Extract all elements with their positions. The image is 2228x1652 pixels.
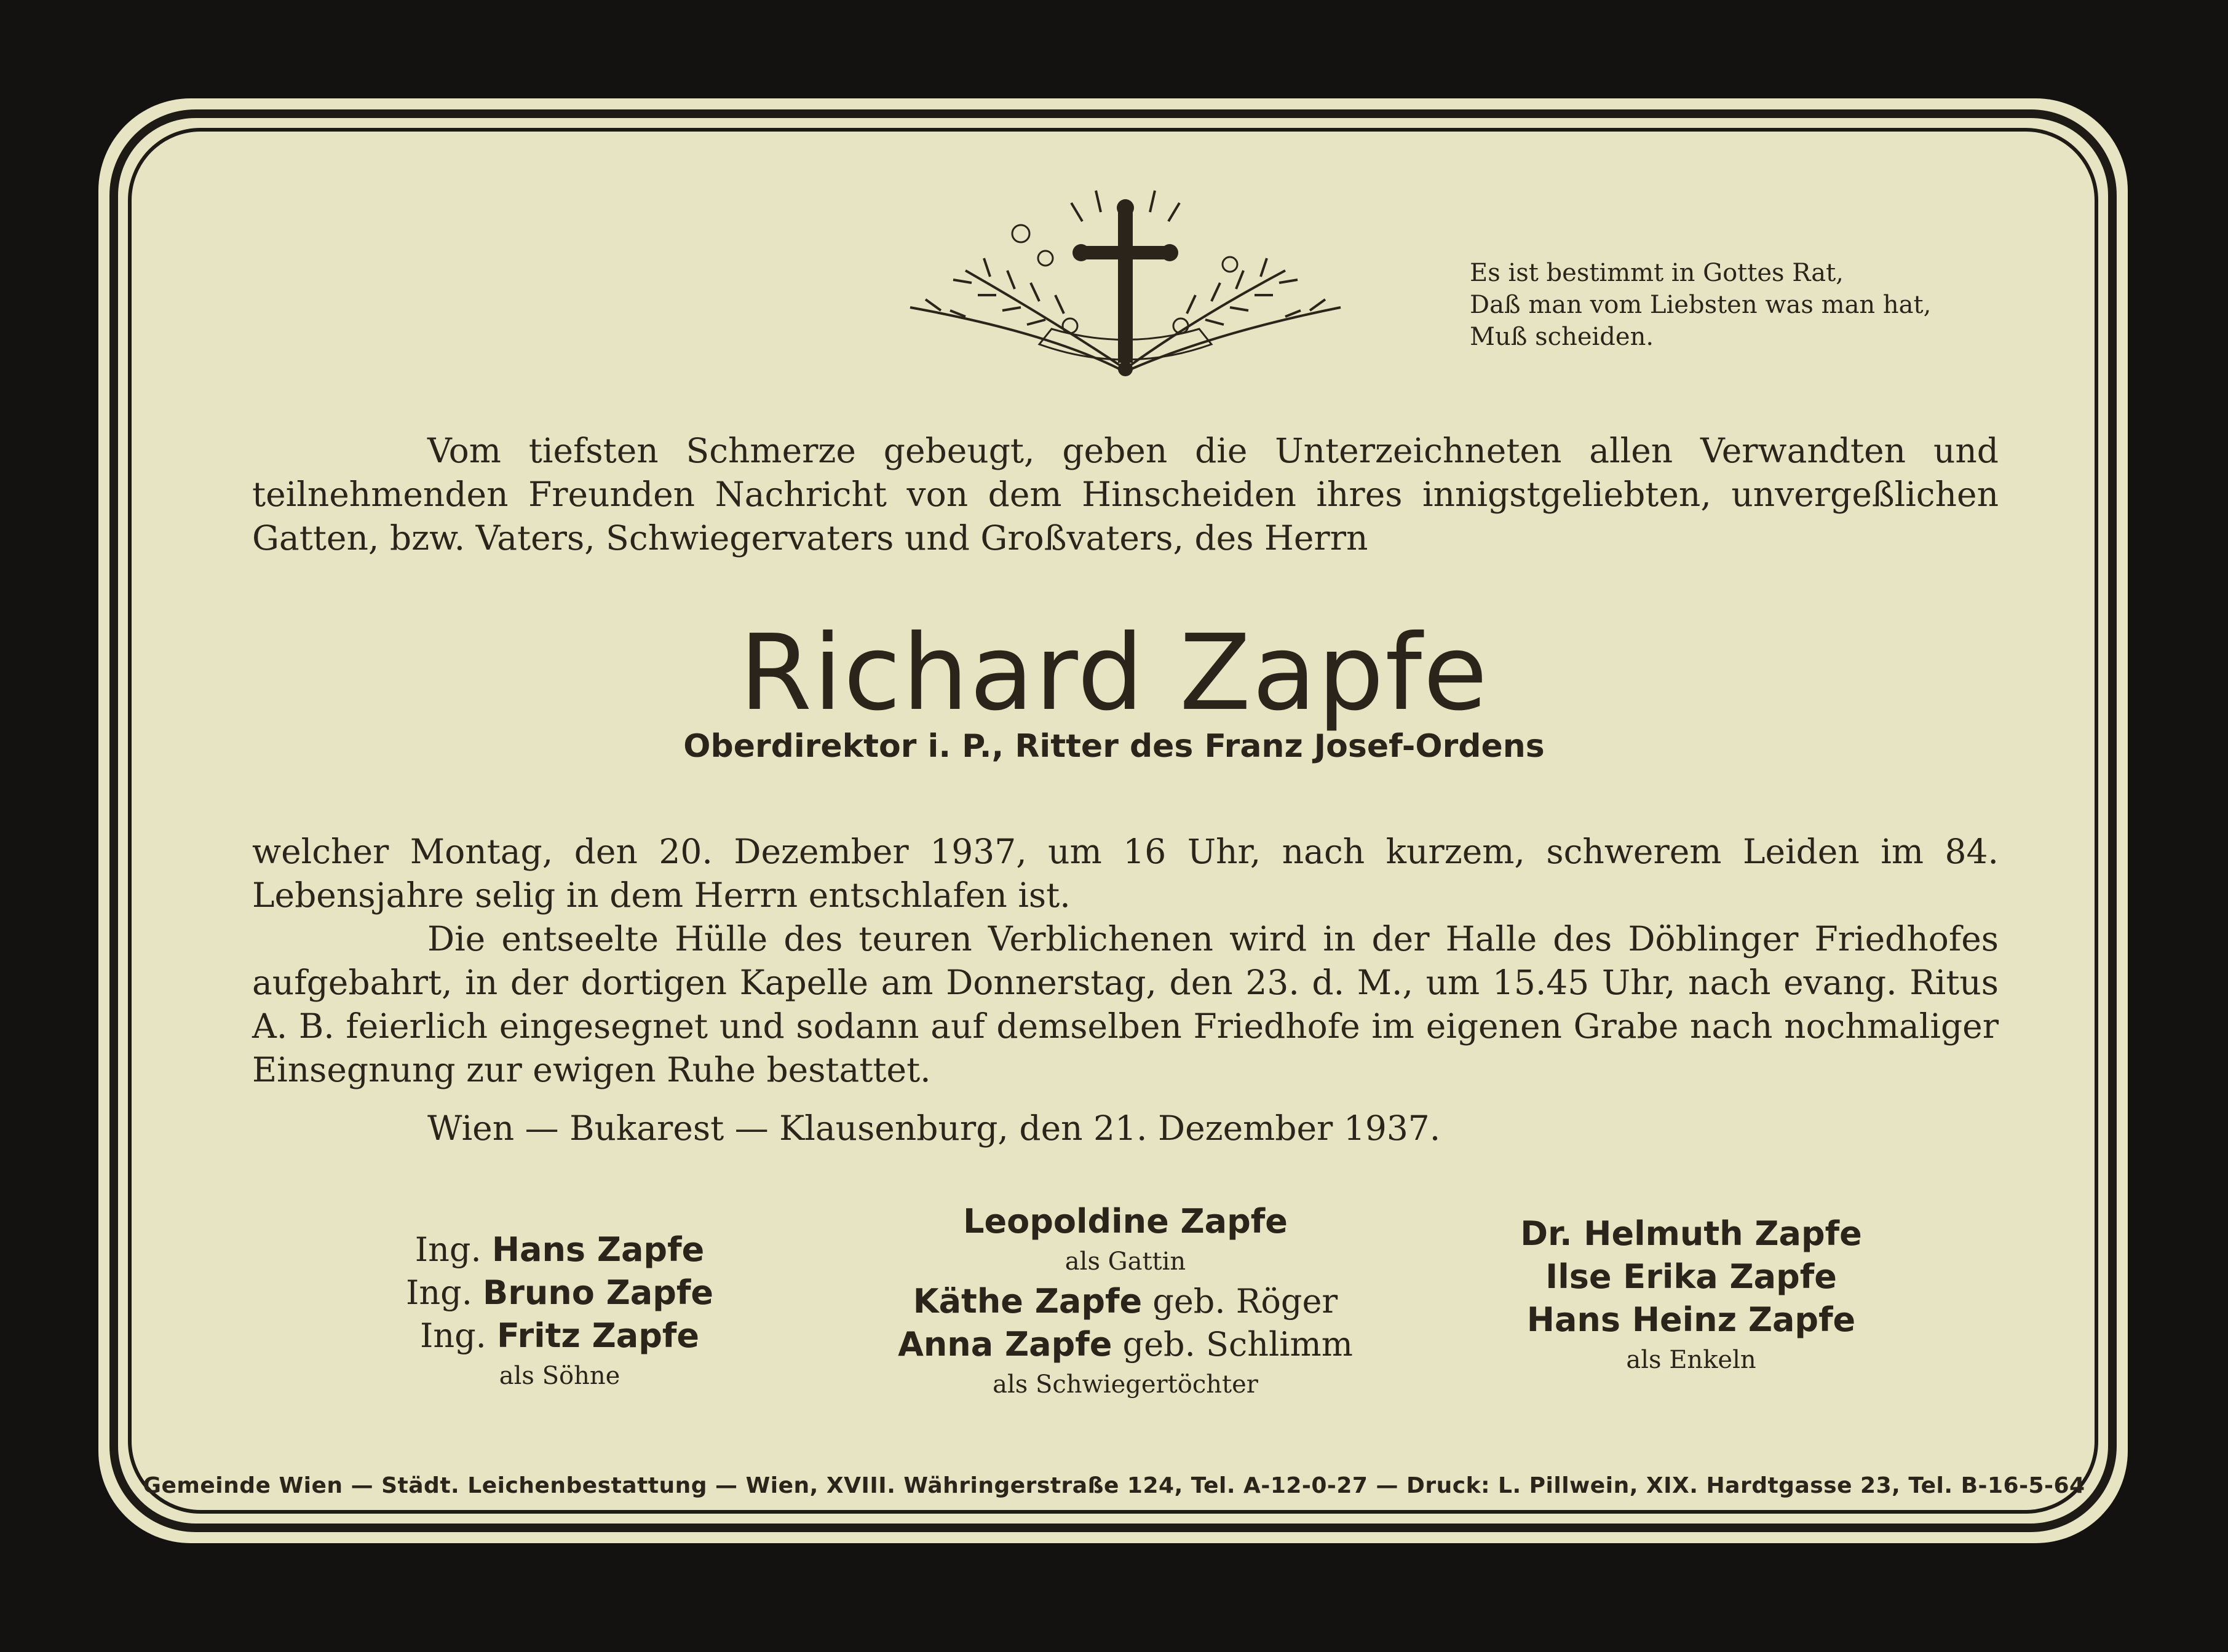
death-notice-text: welcher Montag, den 20. Dezember 1937, um 16 Uhr, nach kurzem, schwerem Leiden im 84. Lebensjahre selig in dem Herrn entschlafen ist. <box>252 832 1999 915</box>
intro-text: Vom tiefsten Schmerze gebeugt, geben die Unterzeichneten allen Verwandten und teilnehmenden Freunden Nachricht von dem Hinscheiden ihres innigstgeliebten, unvergeßlichen Gatten, bzw. Vaters, Schwiegervaters und Großvaters, des Herrn <box>252 431 1999 558</box>
signatories-grandchildren <box>1476 1212 1906 1378</box>
printer-footer: Gemeinde Wien — Städt. Leichenbestattung — Wien, XVIII. Währingerstraße 124, Tel. A-12-0-27 — Druck: L. Pillwein, XIX. Hardtgasse 23, Tel. B-16-5-64 <box>143 1473 2085 1498</box>
signatory-name: Käthe Zapfe geb. Röger <box>913 1282 1338 1321</box>
signatory-name: Ilse Erika Zapfe <box>1545 1257 1837 1296</box>
signatory-name: Anna Zapfe geb. Schlimm <box>898 1325 1353 1364</box>
signatory-name: Hans Heinz Zapfe <box>1526 1300 1856 1339</box>
notice-body <box>252 830 1999 1092</box>
intro-paragraph <box>252 429 1999 560</box>
signatories-sons <box>369 1228 750 1394</box>
deceased-name: Richard Zapfe <box>739 612 1489 734</box>
signatory-name: Ing. Hans Zapfe <box>414 1230 705 1269</box>
relation-label: als Schwiegertöchter <box>993 1370 1258 1399</box>
verse-line: Daß man vom Liebsten was man hat, <box>1470 291 1932 319</box>
relation-label: als Gattin <box>1064 1247 1186 1276</box>
relation-label: als Söhne <box>499 1362 620 1390</box>
relation-label: als Enkeln <box>1626 1346 1756 1374</box>
signatories-wife-daughters-in-law <box>849 1200 1402 1403</box>
signatory-name: Ing. Fritz Zapfe <box>420 1316 699 1355</box>
deceased-title: Oberdirektor i. P., Ritter des Franz Josef-Ordens <box>683 728 1545 765</box>
signatory-name: Dr. Helmuth Zapfe <box>1520 1214 1862 1253</box>
signatory-name: Ing. Bruno Zapfe <box>406 1273 713 1312</box>
funeral-text: Die entseelte Hülle des teuren Verblichenen wird in der Halle des Döblinger Friedhofes aufgebahrt, in der dortigen Kapelle am Donnerstag, den 23. d. M., um 15.45 Uhr, nach evang. Ritus A. B. feierlich eingesegnet und sodann auf demselben Friedhofe im eigenen Grabe nach nochmaliger Einsegnung zur ewigen Ruhe bestattet. <box>252 919 1999 1089</box>
verse-line: Muß scheiden. <box>1470 323 1654 351</box>
place-date-line: Wien — Bukarest — Klausenburg, den 21. Dezember 1937. <box>427 1109 1441 1148</box>
verse-line: Es ist bestimmt in Gottes Rat, <box>1470 259 1844 287</box>
cross-wreath-ornament <box>898 184 1353 387</box>
bible-verse <box>1470 257 2023 353</box>
signatory-name: Leopoldine Zapfe <box>963 1202 1288 1241</box>
